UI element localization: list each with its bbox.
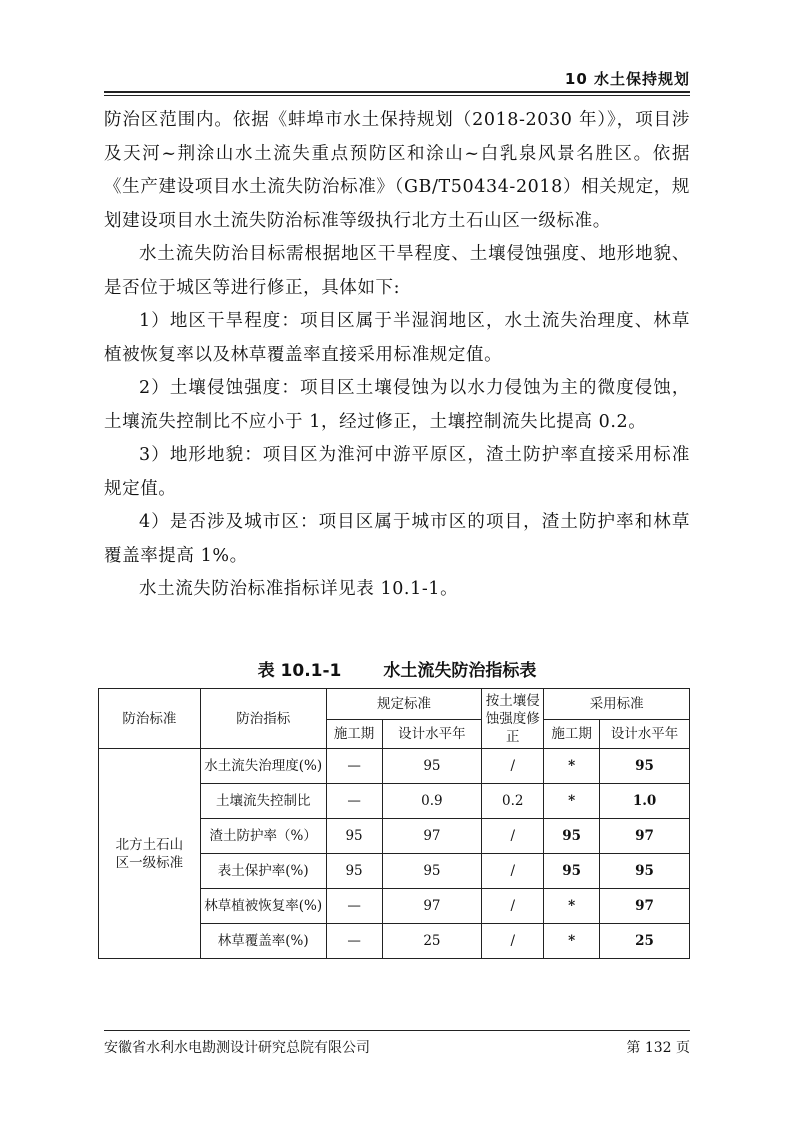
chapter-title: 10 水土保持规划	[564, 70, 690, 88]
cell-adopt-construction: *	[544, 749, 600, 784]
cell-reg-construction: —	[326, 749, 382, 784]
cell-indicator: 渣土防护率（%）	[200, 819, 326, 854]
paragraph: 4）是否涉及城市区：项目区属于城市区的项目，渣土防护率和林草覆盖率提高 1%。	[104, 512, 690, 566]
cell-reg-construction: 95	[326, 819, 382, 854]
cell-adopt-construction: 95	[544, 819, 600, 854]
footer-rule	[104, 1030, 690, 1031]
cell-correction: /	[482, 889, 544, 924]
header-adopted: 采用标准	[544, 689, 690, 720]
cell-correction: 0.2	[482, 784, 544, 819]
cell-adopt-construction: *	[544, 784, 600, 819]
page-number: 第 132 页	[626, 1040, 690, 1056]
header-rule-thin	[104, 95, 690, 96]
cell-adopt-design: 97	[600, 889, 690, 924]
header-regulated: 规定标准	[326, 689, 482, 720]
table-row	[99, 749, 690, 784]
header-standard: 防治标准	[99, 689, 201, 749]
cell-indicator: 表土保护率(%)	[200, 854, 326, 889]
cell-adopt-construction: *	[544, 924, 600, 959]
table-number: 表 10.1-1	[257, 661, 342, 681]
cell-adopt-design: 95	[600, 749, 690, 784]
cell-adopt-construction: *	[544, 889, 600, 924]
group-label: 北方土石山区一级标准	[99, 749, 201, 959]
header-indicator: 防治指标	[200, 689, 326, 749]
cell-reg-design: 97	[382, 889, 482, 924]
cell-correction: /	[482, 749, 544, 784]
page-header	[104, 66, 690, 94]
cell-reg-design: 95	[382, 854, 482, 889]
cell-correction: /	[482, 819, 544, 854]
page-footer	[104, 1030, 690, 1058]
header-rule-thick	[104, 91, 690, 93]
cell-reg-construction: —	[326, 784, 382, 819]
paragraph: 1）地区干旱程度：项目区属于半湿润地区，水土流失治理度、林草植被恢复率以及林草覆盖率直接采用标准规定值。	[104, 311, 690, 365]
cell-adopt-design: 1.0	[600, 784, 690, 819]
cell-adopt-design: 95	[600, 854, 690, 889]
cell-indicator: 水土流失治理度(%)	[200, 749, 326, 784]
paragraph: 防治区范围内。依据《蚌埠市水土保持规划（2018-2030 年）》，项目涉及天河~荆涂山水土流失重点预防区和涂山~白乳泉风景名胜区。依据《生产建设项目水土流失防治标准》（GB/T50434-2018）相关规定，规划建设项目水土流失防治标准等级执行北方土石山区一级标准。	[104, 110, 690, 231]
cell-reg-construction: —	[326, 924, 382, 959]
cell-correction: /	[482, 924, 544, 959]
paragraph: 3）地形地貌：项目区为淮河中游平原区，渣土防护率直接采用标准规定值。	[104, 445, 690, 499]
header-correction: 按土壤侵蚀强度修正	[482, 689, 544, 749]
header-reg-construction: 施工期	[326, 720, 382, 749]
cell-adopt-design: 97	[600, 819, 690, 854]
cell-reg-design: 95	[382, 749, 482, 784]
cell-reg-design: 97	[382, 819, 482, 854]
body-text	[104, 104, 690, 607]
paragraph: 水土流失防治标准指标详见表 10.1-1。	[139, 579, 459, 599]
cell-indicator: 林草覆盖率(%)	[200, 924, 326, 959]
cell-adopt-construction: 95	[544, 854, 600, 889]
cell-indicator: 林草植被恢复率(%)	[200, 889, 326, 924]
header-reg-design-year: 设计水平年	[382, 720, 482, 749]
cell-adopt-design: 25	[600, 924, 690, 959]
header-adopt-design-year: 设计水平年	[600, 720, 690, 749]
paragraph: 2）土壤侵蚀强度：项目区土壤侵蚀为以水力侵蚀为主的微度侵蚀，土壤流失控制比不应小于 1，经过修正，土壤控制流失比提高 0.2。	[104, 378, 690, 432]
paragraph: 水土流失防治目标需根据地区干旱程度、土壤侵蚀强度、地形地貌、是否位于城区等进行修正，具体如下:	[104, 244, 690, 298]
cell-reg-design: 25	[382, 924, 482, 959]
table-header-row	[99, 689, 690, 720]
cell-reg-construction: —	[326, 889, 382, 924]
header-adopt-construction: 施工期	[544, 720, 600, 749]
table-caption	[104, 656, 690, 681]
prevention-index-table	[98, 688, 690, 959]
cell-reg-design: 0.9	[382, 784, 482, 819]
table-title: 水土流失防治指标表	[383, 661, 537, 681]
cell-reg-construction: 95	[326, 854, 382, 889]
cell-indicator: 土壤流失控制比	[200, 784, 326, 819]
cell-correction: /	[482, 854, 544, 889]
footer-organization: 安徽省水利水电勘测设计研究总院有限公司	[104, 1040, 370, 1056]
